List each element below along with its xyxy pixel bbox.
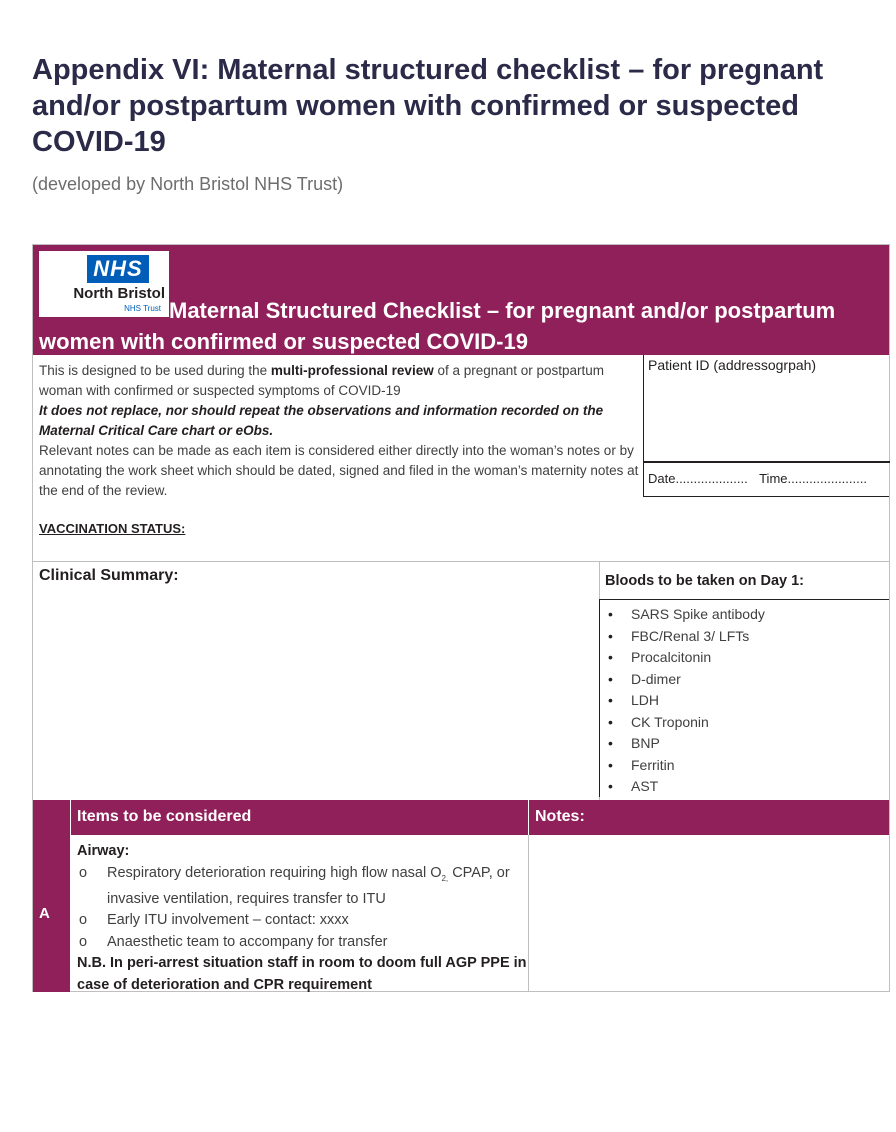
- list-item: • Procalcitonin: [608, 647, 765, 669]
- list-item: o Respiratory deterioration requiring high flow nasal $O_{2,}$ CPAP, or invasive ventilation, requires transfer to ITU: [77, 863, 527, 911]
- form-banner: [33, 245, 889, 355]
- bloods-box: [599, 599, 889, 797]
- divider: [644, 461, 890, 463]
- items-header: Items to be considered: [77, 808, 252, 825]
- row-letter-cell: [33, 835, 70, 992]
- list-item: • SARS Spike antibody: [608, 604, 765, 626]
- list-item: • LDH: [608, 690, 765, 712]
- bloods-title: Bloods to be taken on Day 1:: [605, 573, 804, 589]
- list-item: • BNP: [608, 733, 765, 755]
- list-item: o Early ITU involvement – contact: xxxx: [77, 910, 527, 932]
- date-time-row[interactable]: [648, 471, 875, 486]
- vaccination-status-label: VACCINATION STATUS:: [39, 521, 186, 536]
- bloods-list: [608, 604, 765, 798]
- clinical-summary-label: Clinical Summary:: [39, 567, 179, 584]
- nb-note: N.B. In peri-arrest situation staff in room to doom full AGP PPE in case of deterioration and CPR requirement: [77, 955, 527, 993]
- patient-id-box[interactable]: [643, 355, 889, 497]
- intro-purpose: This is designed to be used during the multi-professional review of a pregnant or postpartum woman with confirmed or suspected symptoms of COVID-19: [39, 363, 605, 398]
- list-item: • Ferritin: [608, 755, 765, 777]
- airway-title: Airway:: [77, 843, 130, 859]
- airway-section: [77, 841, 527, 996]
- intro-emphasis: It does not replace, nor should repeat the observations and information recorded on the Maternal Critical Care chart or eObs.: [39, 403, 604, 438]
- checklist-form: [32, 244, 890, 992]
- list-item: • FBC/Renal 3/ LFTs: [608, 626, 765, 648]
- notes-header: Notes:: [535, 808, 585, 825]
- intro-text: [39, 361, 649, 501]
- divider: [70, 800, 71, 835]
- list-item: • D-dimer: [608, 669, 765, 691]
- list-item: • AST: [608, 776, 765, 798]
- page-title: Appendix VI: Maternal structured checklist – for pregnant and/or postpartum women with confirmed or suspected COVID-19: [32, 54, 824, 158]
- time-field[interactable]: Time......................: [759, 471, 867, 486]
- notes-divider: [528, 835, 529, 992]
- trust-name: North Bristol: [73, 285, 165, 302]
- intro-notes: Relevant notes can be made as each item is considered either directly into the woman’s notes or by annotating the work sheet which should be dated, signed and filed in the woman’s maternity notes at the end of the review.: [39, 443, 639, 498]
- section-divider: [33, 561, 889, 562]
- patient-id-label: Patient ID (addressogrpah): [648, 357, 817, 373]
- page-subtitle: (developed by North Bristol NHS Trust): [32, 174, 344, 194]
- nhs-logo-mark: NHS: [87, 255, 149, 283]
- form-title: Maternal Structured Checklist – for pregnant and/or postpartum women with confirmed or suspected COVID-19: [39, 298, 836, 354]
- items-table-header: [33, 800, 889, 835]
- divider: [528, 800, 529, 835]
- row-letter: A: [39, 905, 50, 922]
- intro-bold-review: multi-professional review: [270, 363, 434, 378]
- date-field[interactable]: Date....................: [648, 471, 748, 486]
- trust-subtitle: NHS Trust: [124, 304, 161, 313]
- list-item: o Anaesthetic team to accompany for transfer: [77, 932, 527, 954]
- list-item: • CK Troponin: [608, 712, 765, 734]
